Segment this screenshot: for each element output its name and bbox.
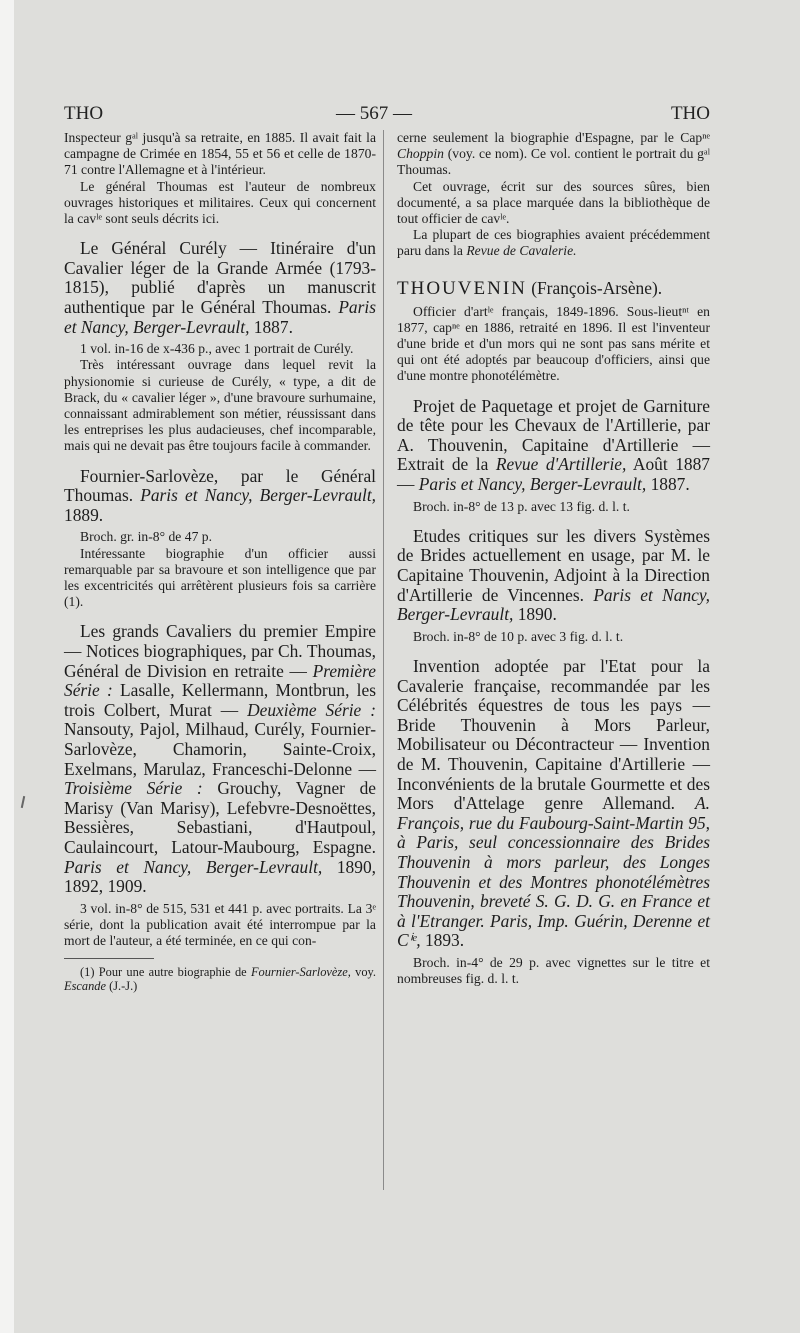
entry-title-text: Août 1887 — [397,454,710,495]
entry-title-text: Grouchy, Vagner de Marisy (Van Marisy), Lefebvre-Desnoëttes, Bessières, Sebastiani, d'Hautpoul, Caulaincourt, Latour-Maubourg, Espagne. [64,778,376,857]
footnote [64,965,376,993]
journal-title: Revue de Cavalerie. [466,243,577,259]
year: 1887. [646,474,690,495]
footnote-text: voy. [350,965,376,980]
page-number: — 567 — [336,103,412,124]
entry-title-text: Lasalle, Kellermann, Montbrun, les trois Colbert, Murat — [64,680,376,720]
series-label: Première Série : [64,660,376,701]
publisher: Paris et Nancy, Berger-Levrault, [64,297,376,337]
entry-title-text: Etudes critiques sur les divers Systèmes de Brides actuellement en usage, par M. le Capitaine Thouvenin, Adjoint à la Direction d'Artillerie de Vincennes. [397,525,710,605]
entry-note: Très intéressant ouvrage dans lequel revit la physionomie si curieuse de Curély, « type, a dit de Brack, du « cavalier léger », d'une bravoure surhumaine, connaissant admirablement son métier, réussissant dans les entreprises les plus audacieuses, chef incomparable, mais qui ne devait pas être toujours facile à commander. [64,357,376,454]
paragraph-text: La plupart de ces biographies avaient précédemment paru dans la [397,227,710,259]
footnote-ref: Escande [64,979,106,994]
year: 1887. [249,316,293,337]
publisher: Paris et Nancy, Berger-Levrault, [397,584,710,625]
entry-description: 1 vol. in-16 de x-436 p., avec 1 portrait de Curély. [80,341,354,357]
entry-title-text: Le Général Curély — Itinéraire d'un Cavalier léger de la Grande Armée (1793-1815), publié d'après un manuscrit authentique par le Général Thoumas. [64,238,376,317]
year: 1889. [64,504,104,525]
footnote-ref: Fournier-Sarlovèze, [250,965,351,980]
entry-description: 3 vol. in-8° de 515, 531 et 441 p. avec portraits. La 3ᵉ série, dont la publication avait été interrompue par la mort de l'auteur, a été terminée, en ce qui con- [64,900,376,949]
series-label: Deuxième Série : [247,699,376,720]
left-column [64,130,376,993]
paragraph [397,130,710,179]
running-header [64,103,710,133]
year: 1890. [513,604,557,625]
entry-title-text: Projet de Paquetage et projet de Garniture de tête pour les Chevaux de l'Artillerie, par A. Thouvenin, Capitaine d'Artillerie — Extrait de la [397,395,710,475]
year: 1890, 1892, 1909. [64,856,376,897]
entry-description: Broch. in-4° de 29 p. avec vignettes sur le titre et nombreuses fig. d. l. t. [397,954,710,987]
header-left: THO [64,103,104,124]
publisher: Paris et Nancy, Berger-Levrault, [64,856,323,877]
paragraph: Cet ouvrage, écrit sur des sources sûres, bien documenté, a sa place marquée dans la bibliothèque de tout officier de cavˡᵉ. [397,178,710,227]
entry-description: Broch. in-8° de 10 p. avec 3 fig. d. l. t. [413,628,624,644]
column-rule [383,130,384,1190]
author-forenames: (François-Arsène). [526,277,663,298]
footnote-text: (1) Pour une autre biographie de [80,965,251,980]
paragraph: Inspecteur gᵃˡ jusqu'à sa retraite, en 1885. Il avait fait la campagne de Crimée en 1854, 55 et 56 et celle de 1870-71 contre l'Allemagne et à l'intérieur. [64,130,376,178]
entry-title-text: Les grands Cavaliers du premier Empire — Notices biographiques, par Ch. Thoumas, Général de Division en retraite — [64,621,376,681]
entry-heading [397,278,710,300]
cross-reference: Choppin [397,146,444,162]
entry-title [397,397,710,495]
paragraph-text: (voy. ce nom). Ce vol. contient le portrait du gᵃˡ Thoumas. [397,146,710,178]
entry-note: Intéressante biographie d'un officier aussi remarquable par sa bravoure et son intelligence que par les excentricités qui arrêtèrent plusieurs fois sa carrière (1). [64,545,376,610]
entry-description: Broch. gr. in-8° de 47 p. [80,529,213,545]
paragraph: Le général Thoumas est l'auteur de nombreux ouvrages historiques et militaires. Ceux qui concernent la cavˡᵉ sont seuls décrits ici. [64,178,376,227]
entry-title [64,467,376,526]
publisher: Paris et Nancy, Berger-Levrault, [418,474,647,495]
entry-title-text: Invention adoptée par l'Etat pour la Cavalerie française, recommandée par les Célébrités équestres de tous les pays — Bride Thouvenin à Mors Parleur, Mobilisateur ou Décontracteur — Invention de M. Thouvenin, Capitaine d'Artillerie — Inconvénients de la brutale Gourmette et des Mors d'Attelage genre Allemand. [397,655,710,814]
year: 1893. [420,930,465,951]
right-column [397,130,710,987]
imprint: A. François, rue du Faubourg-Saint-Martin 95, à Paris, seul concessionnaire des Brides Thouvenin à mors parleur, des Longes Thouvenin et des Montres phonotélémètres Thouvenin, breveté S. G. D. G. en France et à l'Etranger. Paris, Imp. Guérin, Derenne et Cⁱᵉ, [397,793,710,951]
author-biography: Officier d'artˡᵉ français, 1849-1896. Sous-lieutⁿᵗ en 1877, capⁿᵉ en 1886, retraité en 1896. Il est l'inventeur d'une bride et d'un mors qui ne sont pas sans mérite et qui ont été adoptés par beaucoup d'officiers, ainsi que d'une montre phonotélémètre. [397,303,710,384]
entry-title-text: Nansouty, Pajol, Milhaud, Curély, Fournier-Sarlovèze, Chamorin, Sainte-Croix, Exelmans, Marulaz, Franceschi-Delonne — [64,719,376,779]
entry-title [64,239,376,337]
page-gutter [0,0,14,1333]
entry-title [397,527,710,625]
journal-title: Revue d'Artillerie, [495,454,627,475]
series-label: Troisième Série : [64,778,203,799]
entry-title [64,622,376,896]
entry-title [397,657,710,951]
paragraph [397,227,710,259]
footnote-rule [64,958,154,959]
footnote-text: (J.-J.) [105,979,138,994]
author-name: THOUVENIN [397,277,527,299]
header-right: THO [670,103,710,124]
paragraph-text: cerne seulement la biographie d'Espagne, par le Capⁿᵉ [397,130,710,145]
entry-description: Broch. in-8° de 13 p. avec 13 fig. d. l. t. [413,498,630,514]
publisher: Paris et Nancy, Berger-Levrault, [140,485,376,506]
entry-title-text: Fournier-Sarlovèze, par le Général Thoumas. [64,465,376,506]
